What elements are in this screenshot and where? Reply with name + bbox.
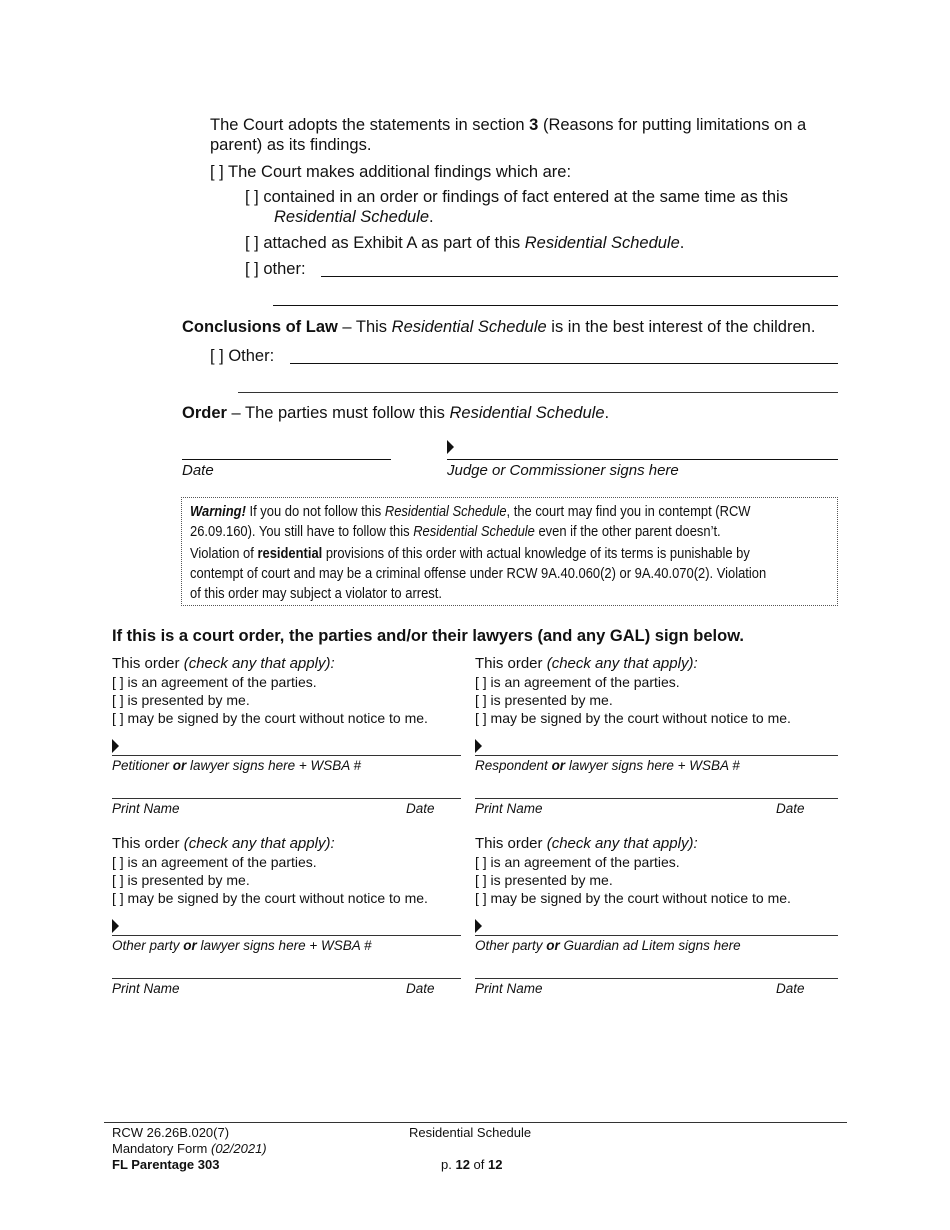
respondent-agreement-checkbox[interactable]: [ ] is an agreement of the parties. xyxy=(475,674,680,690)
footer-mandatory-form: Mandatory Form (02/2021) xyxy=(112,1141,267,1156)
other-party-date-label: Date xyxy=(406,981,435,996)
findings-adopt-line-1: The Court adopts the statements in section 3 (Reasons for putting limitations on a xyxy=(210,116,807,134)
other-party-signature-label: Other party or lawyer signs here + WSBA # xyxy=(112,938,372,953)
other-party-agreement-checkbox[interactable]: [ ] is an agreement of the parties. xyxy=(112,854,317,870)
conclusions-other-line-1[interactable] xyxy=(290,363,838,364)
gal-agreement-checkbox[interactable]: [ ] is an agreement of the parties. xyxy=(475,854,680,870)
conclusions-other-line-2[interactable] xyxy=(238,392,838,393)
gal-sign-arrow-icon xyxy=(475,919,482,933)
other-findings-line-2[interactable] xyxy=(273,305,838,306)
petitioner-signature-line[interactable] xyxy=(112,755,461,756)
respondent-signature-line[interactable] xyxy=(475,755,838,756)
petitioner-sign-arrow-icon xyxy=(112,739,119,753)
judge-sign-arrow-icon xyxy=(447,440,454,454)
gal-date-label: Date xyxy=(776,981,805,996)
other-party-this-order: This order (check any that apply): xyxy=(112,835,335,852)
conclusions-other-checkbox[interactable]: [ ] Other: xyxy=(210,347,275,365)
petitioner-agreement-checkbox[interactable]: [ ] is an agreement of the parties. xyxy=(112,674,317,690)
petitioner-date-label: Date xyxy=(406,801,435,816)
respondent-no-notice-checkbox[interactable]: [ ] may be signed by the court without notice to me. xyxy=(475,710,791,726)
footer-divider xyxy=(104,1122,847,1123)
gal-presented-checkbox[interactable]: [ ] is presented by me. xyxy=(475,872,613,888)
order-date-label: Date xyxy=(182,462,214,479)
other-party-presented-checkbox[interactable]: [ ] is presented by me. xyxy=(112,872,250,888)
respondent-date-label: Date xyxy=(776,801,805,816)
respondent-this-order: This order (check any that apply): xyxy=(475,655,698,672)
conclusions-of-law: Conclusions of Law – This Residential Schedule is in the best interest of the children. xyxy=(182,318,816,336)
warning-line-1: Warning! If you do not follow this Residential Schedule, the court may find you in contempt (RCW xyxy=(190,504,751,520)
gal-this-order: This order (check any that apply): xyxy=(475,835,698,852)
other-findings-checkbox[interactable]: [ ] other: xyxy=(245,260,306,278)
respondent-presented-checkbox[interactable]: [ ] is presented by me. xyxy=(475,692,613,708)
gal-no-notice-checkbox[interactable]: [ ] may be signed by the court without notice to me. xyxy=(475,890,791,906)
petitioner-no-notice-checkbox[interactable]: [ ] may be signed by the court without notice to me. xyxy=(112,710,428,726)
gal-print-label: Print Name xyxy=(475,981,543,996)
respondent-sign-arrow-icon xyxy=(475,739,482,753)
contained-in-order-cont: Residential Schedule. xyxy=(274,208,434,226)
petitioner-signature-label: Petitioner or lawyer signs here + WSBA # xyxy=(112,758,361,773)
attached-exhibit-checkbox[interactable]: [ ] attached as Exhibit A as part of this Residential Schedule. xyxy=(245,234,685,252)
respondent-print-line[interactable] xyxy=(475,798,838,799)
other-findings-line-1[interactable] xyxy=(321,276,838,277)
judge-signature-label: Judge or Commissioner signs here xyxy=(447,462,679,479)
other-party-print-line[interactable] xyxy=(112,978,461,979)
other-party-signature-line[interactable] xyxy=(112,935,461,936)
petitioner-print-line[interactable] xyxy=(112,798,461,799)
footer-rcw: RCW 26.26B.020(7) xyxy=(112,1125,230,1140)
warning-line-2: 26.09.160). You still have to follow this Residential Schedule even if the other parent doesn’t. xyxy=(190,524,721,540)
respondent-signature-label: Respondent or lawyer signs here + WSBA # xyxy=(475,758,740,773)
other-party-print-label: Print Name xyxy=(112,981,180,996)
order-date-line[interactable] xyxy=(182,459,391,460)
respondent-print-label: Print Name xyxy=(475,801,543,816)
footer-page-number: p. 12 of 12 xyxy=(441,1157,503,1172)
gal-print-line[interactable] xyxy=(475,978,838,979)
gal-signature-line[interactable] xyxy=(475,935,838,936)
contained-in-order-checkbox[interactable]: [ ] contained in an order or findings of fact entered at the same time as this xyxy=(245,188,788,206)
findings-adopt-line-2: parent) as its findings. xyxy=(210,136,372,154)
signature-section-heading: If this is a court order, the parties and/or their lawyers (and any GAL) sign below. xyxy=(112,627,745,645)
additional-findings-checkbox[interactable]: [ ] The Court makes additional findings which are: xyxy=(210,163,572,181)
petitioner-print-label: Print Name xyxy=(112,801,180,816)
warning-line-5: of this order may subject a violator to arrest. xyxy=(190,586,442,602)
other-party-no-notice-checkbox[interactable]: [ ] may be signed by the court without notice to me. xyxy=(112,890,428,906)
judge-signature-line[interactable] xyxy=(447,459,838,460)
warning-box xyxy=(181,497,838,606)
other-party-sign-arrow-icon xyxy=(112,919,119,933)
gal-signature-label: Other party or Guardian ad Litem signs here xyxy=(475,938,741,953)
order-statement: Order – The parties must follow this Residential Schedule. xyxy=(182,404,610,422)
warning-line-4: contempt of court and may be a criminal offense under RCW 9A.40.060(2) or 9A.40.070(2). Violation xyxy=(190,566,767,582)
petitioner-presented-checkbox[interactable]: [ ] is presented by me. xyxy=(112,692,250,708)
footer-title: Residential Schedule xyxy=(409,1125,532,1140)
warning-line-3: Violation of residential provisions of this order with actual knowledge of its terms is punishable by xyxy=(190,546,750,562)
footer-form-id: FL Parentage 303 xyxy=(112,1157,220,1172)
petitioner-this-order: This order (check any that apply): xyxy=(112,655,335,672)
